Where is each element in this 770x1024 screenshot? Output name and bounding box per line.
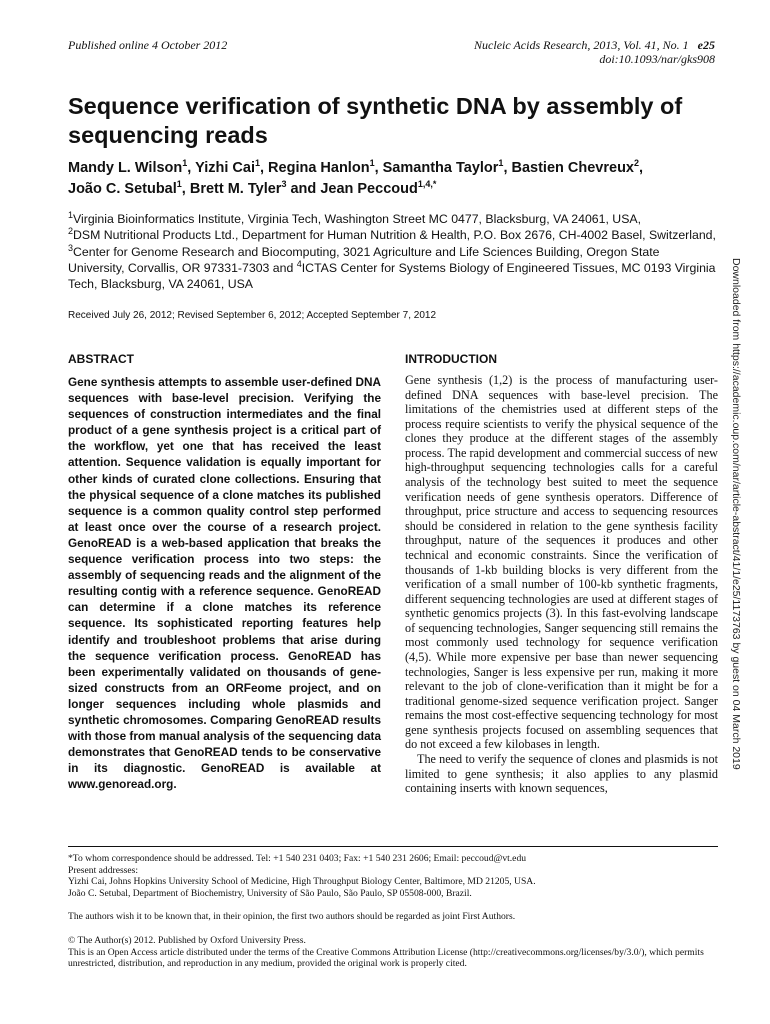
author-separator: , — [187, 160, 196, 176]
affiliation-text: Center for Genome Research and Biocomputing, 3021 Agriculture and Life Sciences Building, Oregon State University, Corvallis, OR 97331-7303 and — [68, 244, 660, 275]
affiliations — [68, 211, 718, 292]
abstract-heading: ABSTRACT — [68, 352, 134, 366]
author-affiliation: 3 — [281, 179, 287, 190]
license-text: This is an Open Access article distributed under the terms of the Creative Commons Attribution License (http://creativecommons.org/licenses/by/3.0/), which permits unrestricted, distribution, and reproduction in any medium, provided the original work is properly cited. — [68, 946, 704, 970]
article-id: e25 — [697, 38, 715, 52]
author-separator: , — [259, 160, 269, 176]
present-address: João C. Setubal, Department of Biochemistry, University of São Paulo, São Paulo, SP 05508-000, Brazil. — [68, 887, 472, 899]
author — [68, 181, 190, 197]
introduction-body — [405, 373, 718, 796]
introduction-paragraph: Gene synthesis (1,2) is the process of manufacturing user-defined DNA sequences with base-level precision. The limitations of the chemistries used at different steps of the process require scientists to verify the physical sequence of the clones they produce at the different stages of the assembly process. The rapid development and commercial success of new high-throughput sequencing technologies calls for a careful analysis of the technology best suited to meet the sequence verification needs of gene synthesis operators. Difference of throughput, price structure and access to sequencing resources should be considered in relation to the gene synthesis facility throughput, nature of the sequences it produces and other technical and economic constraints. Since the verification of thousands of 1-kb building blocks is very different from the verification of a small number of 100-kb synthetic fragments, different sequencing technologies are used at different stages of synthetic genomics projects (3). In this fast-evolving landscape of sequencing technologies, Sanger sequencing still remains the most commonly used technology for sequence verification (4,5). While more expensive per base than newer sequencing technologies, Sanger is less expensive per run, making it more relevant to the job of clone-verification than it might be for a traditional genome-sized sequence verification project. Sanger remains the most cost-effective sequencing technology for most gene synthesis projects focused on assembling sequences that do not exceed a few kilobases in length. — [405, 373, 718, 752]
journal-name: Nucleic Acids Research, 2013, Vol. 41, No. 1 — [474, 38, 689, 52]
author — [512, 160, 644, 176]
affiliation-marker: 2 — [68, 226, 74, 237]
author-affiliation: 1 — [254, 158, 260, 169]
affiliation-marker: 1 — [68, 209, 74, 220]
correspondence-note: *To whom correspondence should be addressed. Tel: +1 540 231 0403; Fax: +1 540 231 2606; Email: peccoud@vt.edu — [68, 853, 527, 864]
author-affiliation: 2 — [634, 158, 640, 169]
author-affiliation: 1,4,* — [417, 179, 437, 190]
doi: doi:10.1093/nar/gks908 — [599, 52, 715, 66]
author — [320, 181, 436, 197]
author-name: Bastien Chevreux — [511, 160, 634, 176]
author — [195, 160, 268, 176]
joint-authors-note: The authors wish it to be known that, in their opinion, the first two authors should be regarded as joint First Authors. — [68, 911, 516, 922]
author-separator: and — [286, 181, 321, 197]
author — [68, 160, 195, 176]
author — [190, 181, 320, 197]
author-name: Samantha Taylor — [382, 160, 499, 176]
published-date: Published online 4 October 2012 — [68, 38, 228, 52]
author-list — [68, 158, 718, 200]
author — [268, 160, 383, 176]
author-name: Brett M. Tyler — [189, 181, 282, 197]
download-stamp-text: Downloaded from https://academic.oup.com/nar/article-abstract/41/1/e25/1173763 by guest on 04 March 2019 — [730, 258, 742, 770]
author-affiliation: 1 — [498, 158, 504, 169]
author-separator: , — [181, 181, 190, 197]
introduction-paragraph: The need to verify the sequence of clones and plasmids is not limited to gene synthesis; it also applies to any plasmid containing inserts with known sequences, — [405, 752, 718, 796]
abstract-text: Gene synthesis attempts to assemble user-defined DNA sequences with base-level precision. Verifying the sequences of construction intermediates and the final product of a gene synthesis project is a critical part of the workflow, yet one that has received the least attention. Sequence validation is equally important for other kinds of curated clone collections. Ensuring that the physical sequence of a clone matches its published sequence is a common quality control step performed at least once over the course of a research project. GenoREAD is a web-based application that breaks the sequence verification process into two steps: the assembly of sequencing reads and the alignment of the resulting contig with a reference sequence. GenoREAD can determine if a clone matches its reference sequence. Its sophisticated reporting features help identify and troubleshoot problems that arise during the sequence verification process. GenoREAD has been experimentally validated on thousands of gene-sized constructs from an ORFeome project, and on longer sequences including whole plasmids and synthetic chromosomes. Comparing GenoREAD results with those from manual analysis of the sequencing data demonstrates that GenoREAD tends to be conservative in its diagnostic. GenoREAD is available at www.genoread.org. — [68, 376, 381, 792]
author-affiliation: 1 — [369, 158, 375, 169]
author-separator: , — [374, 160, 383, 176]
author-affiliation: 1 — [182, 158, 188, 169]
present-address: Yizhi Cai, Johns Hopkins University School of Medicine, High Throughput Biology Center, Baltimore, MD 21205, USA. — [68, 876, 536, 888]
author-name: Mandy L. Wilson — [68, 160, 183, 176]
author-name: Yizhi Cai — [195, 160, 255, 176]
affiliation-marker: 3 — [68, 242, 74, 253]
journal-citation — [474, 38, 715, 66]
present-addresses-label: Present addresses: — [68, 864, 139, 876]
author-separator: , — [503, 160, 512, 176]
copyright-line: © The Author(s) 2012. Published by Oxford University Press. — [68, 935, 306, 946]
affiliation-marker: 4 — [296, 258, 302, 269]
author-separator: , — [639, 160, 644, 176]
affiliation-text: DSM Nutritional Products Ltd., Department for Human Nutrition & Health, P.O. Box 2676, CH-4002 Basel, Switzerland, — [73, 228, 716, 243]
received-dates: Received July 26, 2012; Revised September 6, 2012; Accepted September 7, 2012 — [68, 310, 437, 321]
introduction-heading: INTRODUCTION — [405, 352, 497, 366]
author-name: Jean Peccoud — [320, 181, 418, 197]
author — [383, 160, 512, 176]
affiliation-text: ICTAS Center for Systems Biology of Engineered Tissues, MC 0193 Virginia Tech, Blacksburg, VA 24061, USA — [68, 260, 716, 292]
footnote-correspondence-block — [68, 853, 718, 899]
paper-title: Sequence verification of synthetic DNA by assembly of sequencing reads — [68, 93, 683, 148]
affiliation-text: Virginia Bioinformatics Institute, Virginia Tech, Washington Street MC 0477, Blacksburg, VA 24061, USA, — [73, 212, 642, 226]
author-name: João C. Setubal — [68, 181, 177, 197]
copyright-block — [68, 935, 718, 970]
author-name: Regina Hanlon — [268, 160, 370, 176]
author-affiliation: 1 — [176, 179, 182, 190]
footnote-divider — [68, 846, 718, 847]
